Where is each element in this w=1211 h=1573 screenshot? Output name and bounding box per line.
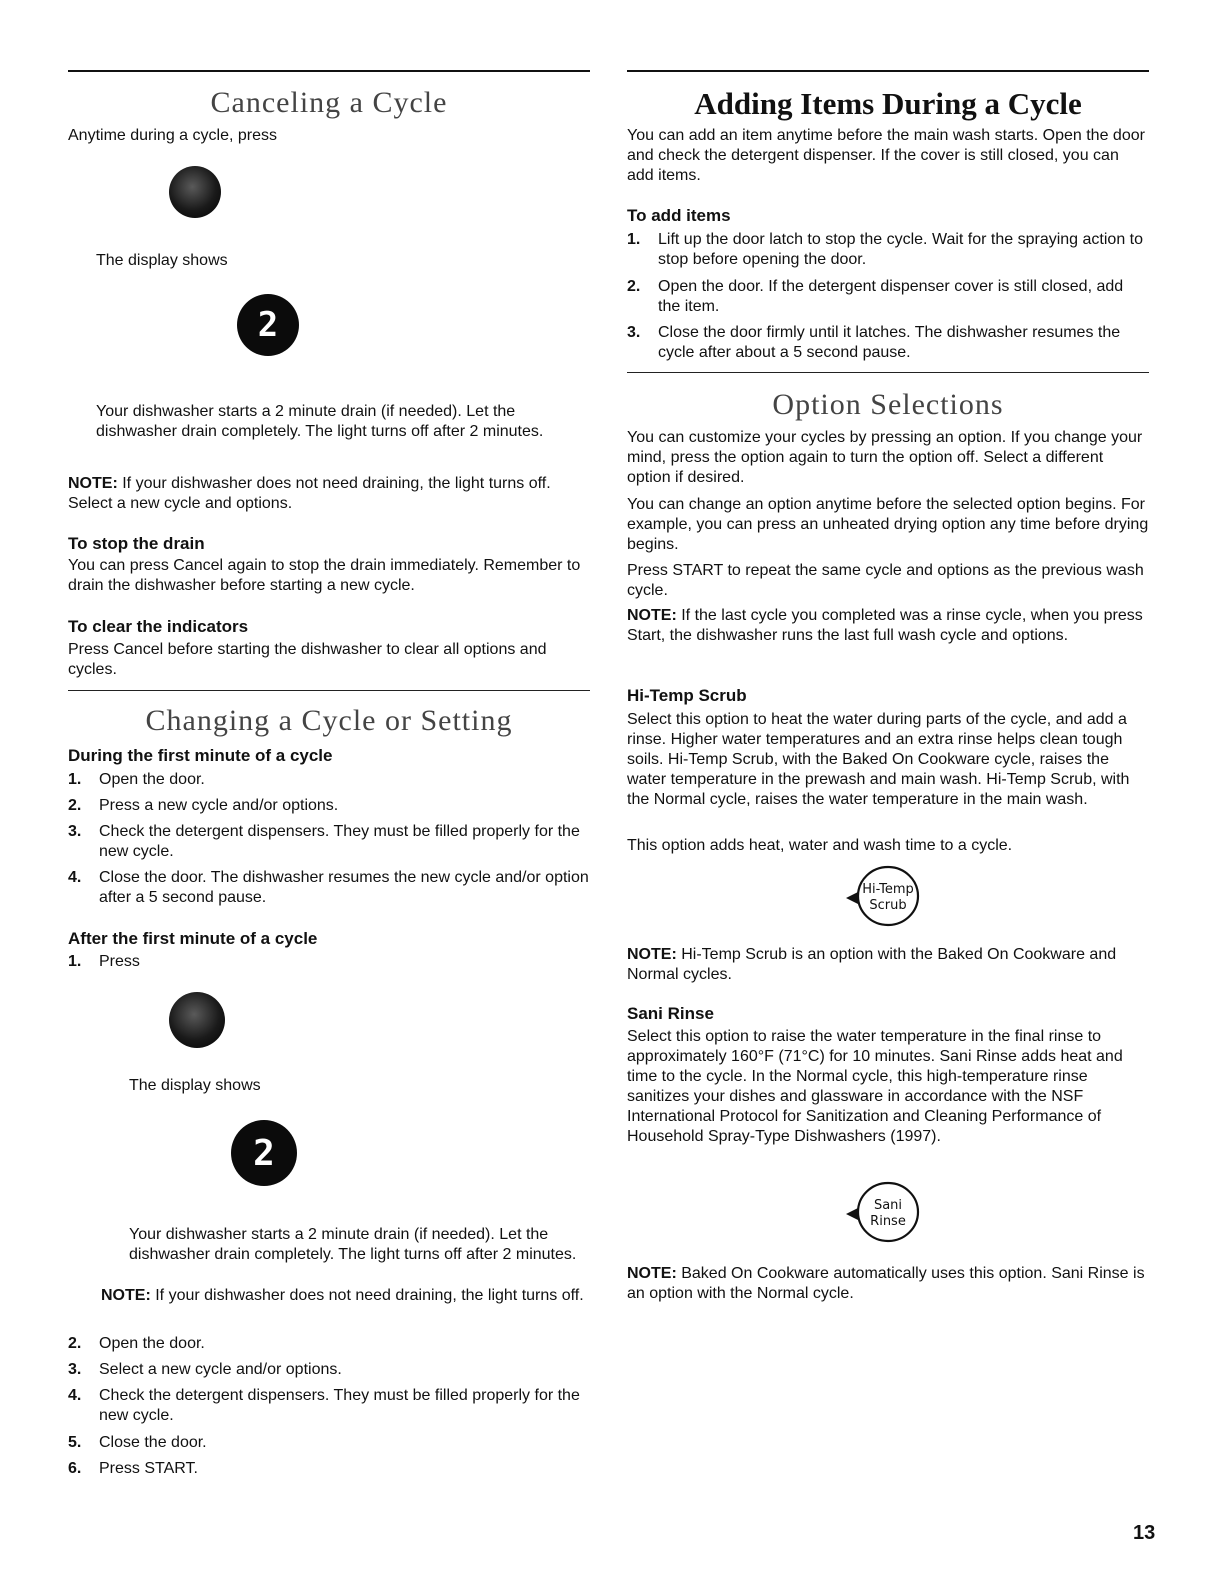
display-value: 2 <box>257 305 279 345</box>
first-minute-heading: During the first minute of a cycle <box>68 746 333 765</box>
step-number: 1. <box>627 231 641 248</box>
drain-display-icon <box>237 294 299 356</box>
canceling-intro: Anytime during a cycle, press <box>68 127 277 144</box>
sani-rinse-option-icon <box>842 1178 924 1246</box>
step-text: Press <box>99 953 140 970</box>
step-text: Close the door firmly until it latches. The dishwasher resumes the cycle after about a 5 second pause. <box>658 324 1121 361</box>
step-number: 3. <box>68 1361 82 1378</box>
note-label: NOTE: <box>101 1287 151 1304</box>
clear-indicators-heading: To clear the indicators <box>68 617 249 636</box>
step-text: Select a new cycle and/or options. <box>99 1361 342 1378</box>
step-text: Open the door. If the detergent dispenser cover is still closed, add the item. <box>658 278 1124 315</box>
page-number: 13 <box>1133 1522 1156 1544</box>
note-label: NOTE: <box>627 1265 677 1282</box>
step-number: 2. <box>68 797 82 814</box>
canceling-body: Your dishwasher starts a 2 minute drain (if needed). Let the dishwasher drain completely. The light turns off after 2 minutes. <box>96 403 544 440</box>
top-rule-left <box>68 70 590 72</box>
section-divider-left <box>68 690 590 691</box>
step-number: 2. <box>68 1335 82 1352</box>
step-text: Open the door. <box>99 771 205 788</box>
step-number: 5. <box>68 1434 82 1451</box>
step-number: 6. <box>68 1460 82 1477</box>
hi-temp-scrub-heading: Hi-Temp Scrub <box>627 686 747 705</box>
options-p1: You can customize your cycles by pressing an option. If you change your mind, press the option again to turn the option off. Select a different option if desired. <box>627 429 1143 486</box>
step-number: 3. <box>68 823 82 840</box>
step-text: Close the door. The dishwasher resumes the new cycle and/or option after a 5 second pause. <box>99 869 589 906</box>
options-p3: Press START to repeat the same cycle and options as the previous wash cycle. <box>627 562 1144 599</box>
step-text: Open the door. <box>99 1335 205 1352</box>
note-label: NOTE: <box>627 607 677 624</box>
hi-temp-scrub-summary: This option adds heat, water and wash time to a cycle. <box>627 837 1013 854</box>
hi-temp-note <box>627 945 1149 985</box>
step-text: Check the detergent dispensers. They must be filled properly for the new cycle. <box>99 1387 580 1424</box>
note-text: If your dishwasher does not need draining, the light turns off. <box>155 1287 584 1304</box>
note-text: If the last cycle you completed was a rinse cycle, when you press Start, the dishwasher runs the last full wash cycle and options. <box>627 607 1143 644</box>
hi-temp-icon-line1: Hi-Temp <box>862 882 914 897</box>
canceling-display-shows: The display shows <box>96 252 228 269</box>
options-note <box>627 606 1149 646</box>
hi-temp-icon-line2: Scrub <box>869 898 907 913</box>
drain-display-icon <box>231 1120 297 1186</box>
changing-body: Your dishwasher starts a 2 minute drain (if needed). Let the dishwasher drain completely. The light turns off after 2 minutes. <box>129 1226 577 1263</box>
clear-indicators-text: Press Cancel before starting the dishwasher to clear all options and cycles. <box>68 641 547 678</box>
adding-title: Adding Items During a Cycle <box>694 86 1082 121</box>
note-text: Baked On Cookware automatically uses this option. Sani Rinse is an option with the Normal cycle. <box>627 1265 1145 1302</box>
step-number: 4. <box>68 1387 82 1404</box>
step-text: Press START. <box>99 1460 198 1477</box>
hi-temp-scrub-text: Select this option to heat the water during parts of the cycle, and add a rinse. Higher water temperatures and an extra rinse helps clean tough soils. Hi-Temp Scrub, with the Baked On Cookware cycle, raises the water temperature in the prewash and main wash. Hi-Temp Scrub, with the Normal cycle, raises the water temperature in the main wash. <box>627 711 1130 808</box>
display-value: 2 <box>253 1132 275 1174</box>
step-text: Press a new cycle and/or options. <box>99 797 339 814</box>
changing-display-shows: The display shows <box>129 1077 261 1094</box>
after-first-minute-heading: After the first minute of a cycle <box>68 929 318 948</box>
step-text: Close the door. <box>99 1434 207 1451</box>
step-number: 2. <box>627 278 641 295</box>
section-divider-right <box>627 372 1149 373</box>
step-number: 1. <box>68 953 82 970</box>
step-number: 1. <box>68 771 82 788</box>
step-number: 4. <box>68 869 82 886</box>
changing-title: Changing a Cycle or Setting <box>145 704 513 737</box>
sani-rinse-text: Select this option to raise the water temperature in the final rinse to approximately 160°F (71°C) for 10 minutes. Sani Rinse adds heat and time to the cycle. In the Normal cycle, this high-temperature rinse sanitizes your dishes and glassware in accordance with the NSF International Protocol for Sanitization and Cleaning Performance of Household Spray-Type Dishwashers (1997). <box>627 1028 1123 1145</box>
stop-drain-text: You can press Cancel again to stop the drain immediately. Remember to drain the dishwasher before starting a new cycle. <box>68 557 581 594</box>
cancel-button-icon <box>169 992 225 1048</box>
stop-drain-heading: To stop the drain <box>68 534 205 553</box>
changing-note <box>101 1286 590 1306</box>
canceling-note <box>68 474 590 514</box>
note-label: NOTE: <box>68 475 118 492</box>
note-text: If your dishwasher does not need draining, the light turns off. Select a new cycle and options. <box>68 475 551 512</box>
hi-temp-scrub-option-icon <box>842 862 924 930</box>
sani-note <box>627 1264 1149 1304</box>
cancel-button-icon <box>169 166 221 218</box>
note-label: NOTE: <box>627 946 677 963</box>
add-items-heading: To add items <box>627 206 731 225</box>
sani-icon-line2: Rinse <box>870 1214 906 1229</box>
top-rule-right <box>627 70 1149 72</box>
options-p2: You can change an option anytime before the selected option begins. For example, you can press an unheated drying option any time before drying begins. <box>627 496 1149 553</box>
sani-rinse-heading: Sani Rinse <box>627 1004 714 1023</box>
step-text: Check the detergent dispensers. They must be filled properly for the new cycle. <box>99 823 580 860</box>
sani-icon-line1: Sani <box>873 1198 903 1213</box>
canceling-title: Canceling a Cycle <box>210 86 448 119</box>
step-text: Lift up the door latch to stop the cycle. Wait for the spraying action to stop before opening the door. <box>658 231 1143 268</box>
adding-intro: You can add an item anytime before the main wash starts. Open the door and check the detergent dispenser. If the cover is still closed, you can add items. <box>627 127 1145 184</box>
option-selections-title: Option Selections <box>772 388 1004 421</box>
step-number: 3. <box>627 324 641 341</box>
note-text: Hi-Temp Scrub is an option with the Baked On Cookware and Normal cycles. <box>627 946 1117 983</box>
